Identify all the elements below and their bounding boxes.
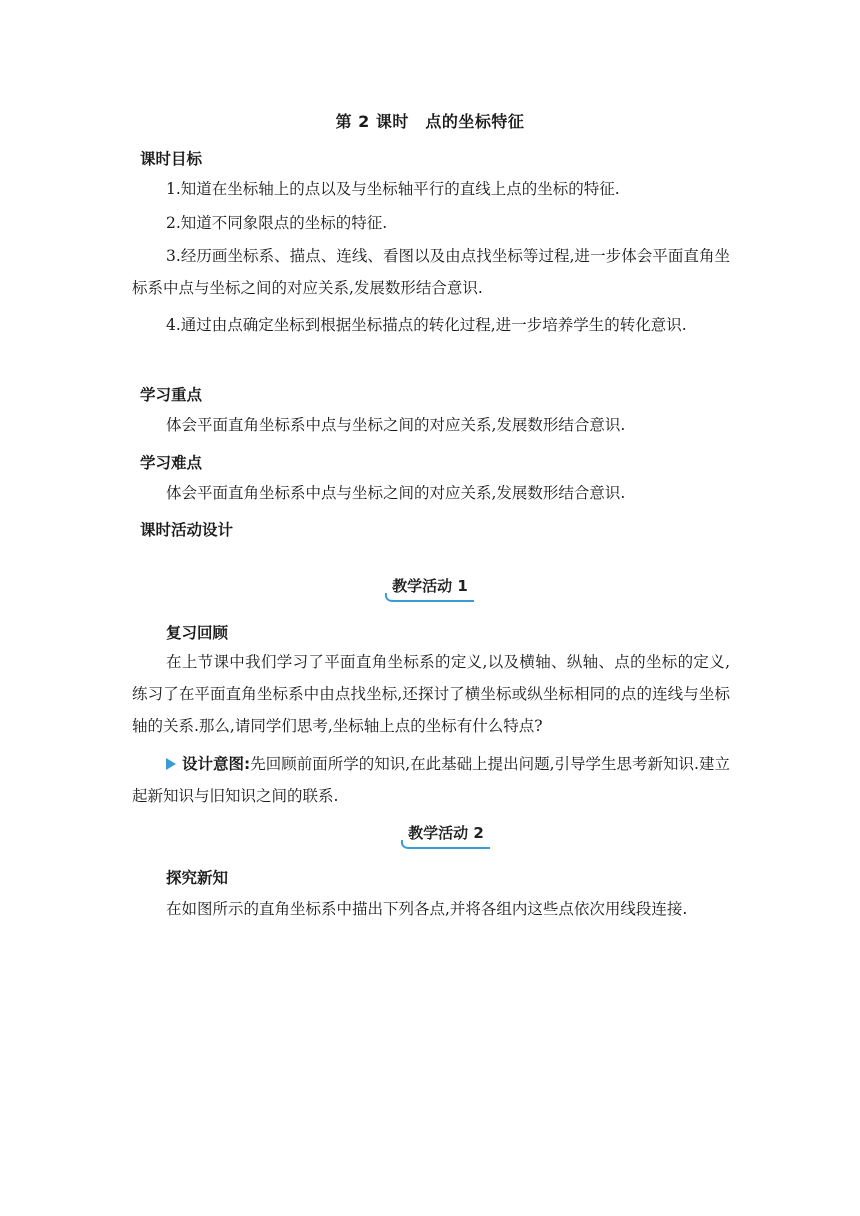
design-intent-label: 设计意图: — [182, 755, 251, 773]
activity-1-subheading: 复习回顾 — [166, 624, 229, 642]
difficulties-text: 体会平面直角坐标系中点与坐标之间的对应关系,发展数形结合意识. — [166, 484, 626, 502]
activity-2-badge — [400, 822, 492, 852]
objective-item-4: 4.通过由点确定坐标到根据坐标描点的转化过程,进一步培养学生的转化意识. — [166, 316, 687, 334]
activity-1-design-intent — [132, 748, 730, 812]
page-title: 第 2 课时 点的坐标特征 — [335, 112, 525, 131]
objectives-heading: 课时目标 — [140, 150, 203, 168]
activity-design-heading: 课时活动设计 — [140, 521, 234, 539]
difficulties-heading: 学习难点 — [140, 454, 203, 472]
objective-item-2: 2.知道不同象限点的坐标的特征. — [166, 214, 388, 232]
activity-1-text: 在上节课中我们学习了平面直角坐标系的定义,以及横轴、纵轴、点的坐标的定义,练习了在平面直角坐标系中由点找坐标,还探讨了横坐标或纵坐标相同的点的连线与坐标轴的关系.那么,请同学们思考,坐标轴上点的坐标有什么特点? — [132, 653, 730, 735]
activity-1-badge — [384, 575, 476, 605]
activity-2-underline — [400, 838, 492, 852]
activity-2-text: 在如图所示的直角坐标系中描出下列各点,并将各组内这些点依次用线段连接. — [166, 900, 688, 918]
play-triangle-icon — [166, 758, 176, 770]
activity-1-underline — [384, 591, 476, 605]
objective-item-1: 1.知道在坐标轴上的点以及与坐标轴平行的直线上点的坐标的特征. — [166, 180, 620, 198]
activity-2-label: 教学活动 2 — [408, 824, 484, 842]
activity-1-label: 教学活动 1 — [392, 577, 468, 595]
key-points-text: 体会平面直角坐标系中点与坐标之间的对应关系,发展数形结合意识. — [166, 416, 626, 434]
design-intent-text: 先回顾前面所学的知识,在此基础上提出问题,引导学生思考新知识.建立起新知识与旧知识之间的联系. — [132, 755, 730, 805]
activity-2-subheading: 探究新知 — [166, 869, 229, 887]
key-points-heading: 学习重点 — [140, 386, 203, 404]
objective-item-3: 3.经历画坐标系、描点、连线、看图以及由点找坐标等过程,进一步体会平面直角坐标系中点与坐标之间的对应关系,发展数形结合意识. — [132, 247, 730, 297]
